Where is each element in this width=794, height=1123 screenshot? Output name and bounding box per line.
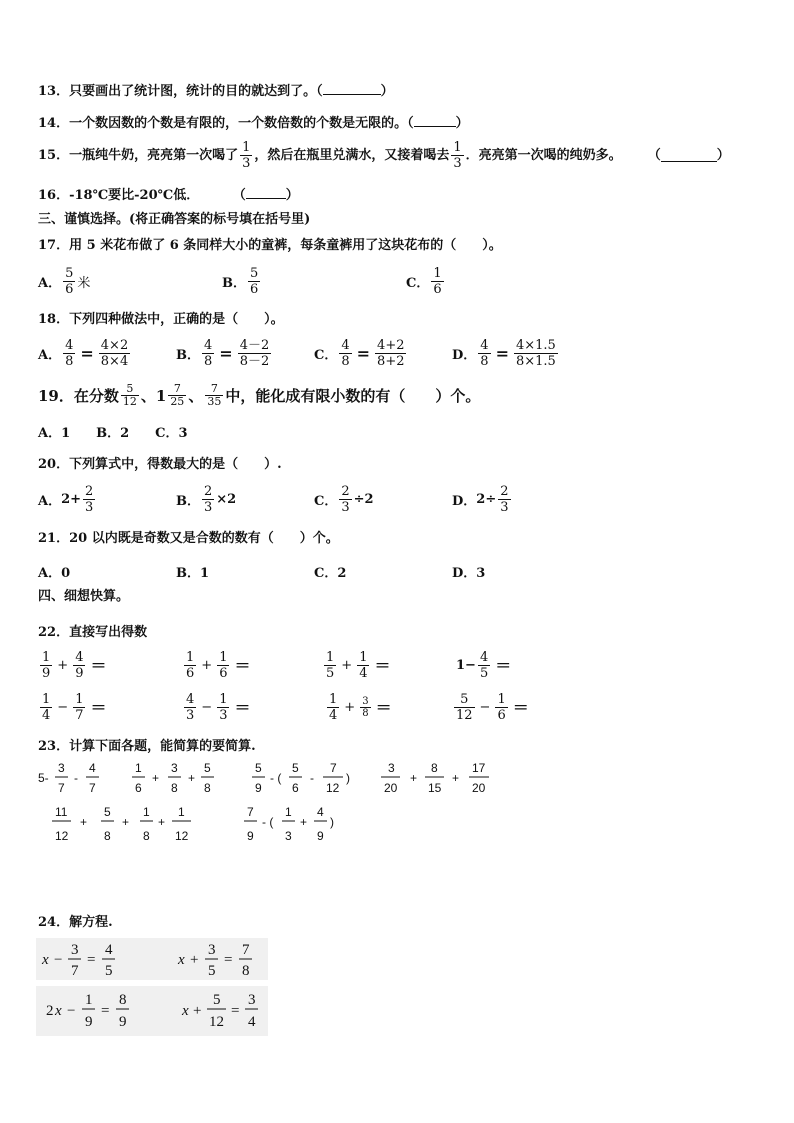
q22-item: $\frac{1}{6}$ + $\frac{1}{6}$ ＝: [186, 650, 251, 681]
q21-option-c[interactable]: C．2: [314, 566, 347, 581]
svg-text:7: 7: [247, 805, 254, 819]
svg-text:5: 5: [104, 805, 111, 819]
q22-item: $\frac{1}{5}$ + $\frac{1}{4}$ ＝: [326, 650, 391, 681]
q21-option-b[interactable]: B．1: [176, 566, 210, 581]
svg-text:4: 4: [105, 942, 113, 958]
question-24: 24．解方程.: [38, 915, 113, 930]
svg-text:7: 7: [58, 781, 65, 795]
svg-text:+: +: [300, 815, 308, 829]
svg-text:8: 8: [204, 781, 211, 795]
svg-text:x: x: [42, 952, 49, 968]
question-19: 19．在分数 $\frac{5}{12}$ 、1 $\frac{7}{25}$ 、 $\frac{7}{35}$ 中，能化成有限小数的有（ ）个。: [38, 382, 481, 408]
question-21: 21．20 以内既是奇数又是合数的数有（ ）个。: [38, 531, 339, 546]
svg-text:+: +: [193, 1003, 202, 1019]
q13-text: 13．只要画出了统计图，统计的目的就达到了。（: [38, 84, 323, 99]
q20-option-a[interactable]: A． 2+ $\frac{2}{3}$: [38, 484, 94, 515]
q18-option-a[interactable]: A． $\frac{4}{8}$ = $\frac{4\times 2}{8\times 4}$: [38, 338, 129, 369]
q21-option-a[interactable]: A．0: [38, 566, 71, 581]
svg-text:7: 7: [89, 781, 96, 795]
q17-option-b[interactable]: B． $\frac{5}{6}$: [222, 266, 259, 297]
q16-text: 16．-18℃要比-20℃低．: [38, 188, 200, 203]
svg-text:6: 6: [135, 781, 142, 795]
svg-text:−: −: [54, 952, 63, 968]
q15-text: ．亮亮第一次喝的纯奶多。: [465, 147, 622, 163]
svg-text:4: 4: [89, 761, 96, 775]
q20-option-b[interactable]: B． $\frac{2}{3}$ ×2: [176, 484, 237, 515]
q22-item: $\frac{4}{3}$ − $\frac{1}{3}$ ＝: [186, 692, 251, 723]
fraction: $\frac{1}{3}$: [242, 140, 251, 171]
svg-text:+: +: [410, 771, 418, 785]
q22-item: 1− $\frac{4}{5}$ ＝: [456, 650, 512, 681]
svg-text:2: 2: [46, 1003, 54, 1019]
question-18: 18．下列四种做法中，正确的是（ ）。: [38, 312, 284, 327]
svg-text:1: 1: [178, 805, 185, 819]
paren: ）: [285, 188, 299, 203]
question-22: 22．直接写出得数: [38, 625, 148, 640]
svg-text:−: −: [67, 1003, 76, 1019]
svg-text:3: 3: [388, 761, 395, 775]
svg-text:15: 15: [428, 781, 442, 795]
svg-text:-: -: [74, 771, 78, 785]
paren: （: [647, 147, 661, 163]
q22-item: $\frac{1}{4}$ − $\frac{1}{7}$ ＝: [42, 692, 107, 723]
svg-text:4: 4: [248, 1014, 256, 1030]
svg-text:12: 12: [55, 829, 69, 843]
svg-text:5: 5: [255, 761, 262, 775]
svg-text:=: =: [231, 1003, 240, 1019]
q24-equations: [36, 938, 268, 1036]
svg-text:9: 9: [317, 829, 324, 843]
answer-blank[interactable]: [323, 82, 381, 95]
q22-item: $\frac{1}{9}$ + $\frac{4}{9}$ ＝: [42, 650, 107, 681]
svg-text:5: 5: [213, 992, 221, 1008]
q15-text: 15．一瓶纯牛奶，亮亮第一次喝了: [38, 147, 239, 163]
svg-text:9: 9: [119, 1014, 127, 1030]
svg-text:5: 5: [292, 761, 299, 775]
svg-text:8: 8: [171, 781, 178, 795]
svg-text:1: 1: [143, 805, 150, 819]
question-20: 20．下列算式中，得数最大的是（ ）.: [38, 457, 282, 472]
svg-text:7: 7: [71, 963, 79, 979]
svg-text:): ): [346, 771, 350, 785]
section-4-heading: 四、细想快算。: [38, 589, 130, 604]
svg-text:5-: 5-: [38, 771, 49, 785]
svg-text:9: 9: [85, 1014, 93, 1030]
svg-text:- (: - (: [262, 815, 274, 829]
svg-text:20: 20: [472, 781, 486, 795]
svg-text:8: 8: [143, 829, 150, 843]
q18-option-c[interactable]: C． $\frac{4}{8}$ = $\frac{4+2}{8+2}$: [314, 338, 405, 369]
svg-text:8: 8: [242, 963, 250, 979]
svg-text:x: x: [178, 952, 185, 968]
q22-item: $\frac{5}{12}$ − $\frac{1}{6}$ ＝: [456, 692, 529, 723]
question-14: [38, 114, 469, 133]
q17-option-c[interactable]: C． $\frac{1}{6}$: [406, 266, 442, 297]
svg-text:8: 8: [119, 992, 127, 1008]
svg-text:+: +: [190, 952, 199, 968]
question-17: 17．用 5 米花布做了 6 条同样大小的童裤，每条童裤用了这块花布的（ ）。: [38, 238, 502, 253]
svg-text:8: 8: [431, 761, 438, 775]
svg-text:): ): [330, 815, 334, 829]
svg-text:11: 11: [55, 805, 68, 819]
q22-item: $\frac{1}{4}$ + $\frac{3}{8}$ ＝: [329, 692, 392, 723]
svg-text:3: 3: [171, 761, 178, 775]
answer-blank[interactable]: [661, 149, 717, 162]
q19-options[interactable]: A．1 B．2 C．3: [38, 426, 188, 441]
svg-text:x: x: [182, 1003, 189, 1019]
svg-text:12: 12: [175, 829, 189, 843]
paren: ）: [380, 84, 394, 99]
answer-blank[interactable]: [414, 114, 456, 127]
svg-text:12: 12: [209, 1014, 224, 1030]
svg-text:=: =: [224, 952, 233, 968]
svg-text:12: 12: [326, 781, 340, 795]
svg-text:3: 3: [71, 942, 79, 958]
answer-blank[interactable]: [246, 186, 286, 199]
svg-text:1: 1: [85, 992, 93, 1008]
svg-text:3: 3: [208, 942, 216, 958]
svg-text:-: -: [310, 771, 314, 785]
svg-text:9: 9: [255, 781, 262, 795]
question-16: [38, 186, 299, 205]
svg-text:5: 5: [105, 963, 113, 979]
svg-text:20: 20: [384, 781, 398, 795]
svg-text:8: 8: [104, 829, 111, 843]
svg-text:6: 6: [292, 781, 299, 795]
svg-text:=: =: [101, 1003, 110, 1019]
svg-text:3: 3: [285, 829, 292, 843]
svg-text:5: 5: [204, 761, 211, 775]
svg-text:+: +: [80, 815, 88, 829]
svg-text:+: +: [122, 815, 130, 829]
svg-text:1: 1: [135, 761, 142, 775]
svg-text:3: 3: [248, 992, 256, 1008]
svg-text:1: 1: [285, 805, 292, 819]
q18-option-d[interactable]: D． $\frac{4}{8}$ = $\frac{4\times 1.5}{8\times 1.5}$: [452, 338, 556, 369]
svg-text:- (: - (: [270, 771, 282, 785]
svg-text:4: 4: [317, 805, 324, 819]
q18-option-b[interactable]: B． $\frac{4}{8}$ = $\frac{4-2}{8-2}$: [176, 338, 270, 369]
svg-text:+: +: [188, 771, 196, 785]
q14-text: 14．一个数因数的个数是有限的，一个数倍数的个数是无限的。（: [38, 116, 414, 131]
svg-text:9: 9: [247, 829, 254, 843]
svg-text:x: x: [55, 1003, 62, 1019]
q17-option-a[interactable]: A． $\frac{5}{6}$ 米: [38, 266, 91, 297]
fraction: $\frac{1}{3}$: [453, 140, 462, 171]
svg-text:17: 17: [472, 761, 486, 775]
svg-text:3: 3: [58, 761, 65, 775]
svg-text:5: 5: [208, 963, 216, 979]
paren: （: [239, 188, 246, 203]
section-3-heading: 三、谨慎选择。(将正确答案的标号填在括号里): [38, 212, 311, 227]
q15-text: ，然后在瓶里兑满水，又接着喝去: [254, 147, 450, 163]
paren: ）: [716, 147, 730, 163]
svg-text:+: +: [452, 771, 460, 785]
q21-option-d[interactable]: D．3: [452, 566, 486, 581]
q23-expressions: [0, 760, 794, 850]
question-13: [38, 82, 394, 101]
svg-text:+: +: [158, 815, 166, 829]
q20-option-d[interactable]: D． 2÷ $\frac{2}{3}$: [452, 484, 509, 515]
paren: ）: [455, 116, 469, 131]
question-15: [38, 140, 730, 171]
svg-text:7: 7: [242, 942, 250, 958]
svg-text:7: 7: [330, 761, 337, 775]
svg-text:+: +: [152, 771, 160, 785]
svg-text:=: =: [87, 952, 96, 968]
q20-option-c[interactable]: C． $\frac{2}{3}$ ÷2: [314, 484, 374, 515]
question-23: 23．计算下面各题，能简算的要简算.: [38, 739, 256, 754]
